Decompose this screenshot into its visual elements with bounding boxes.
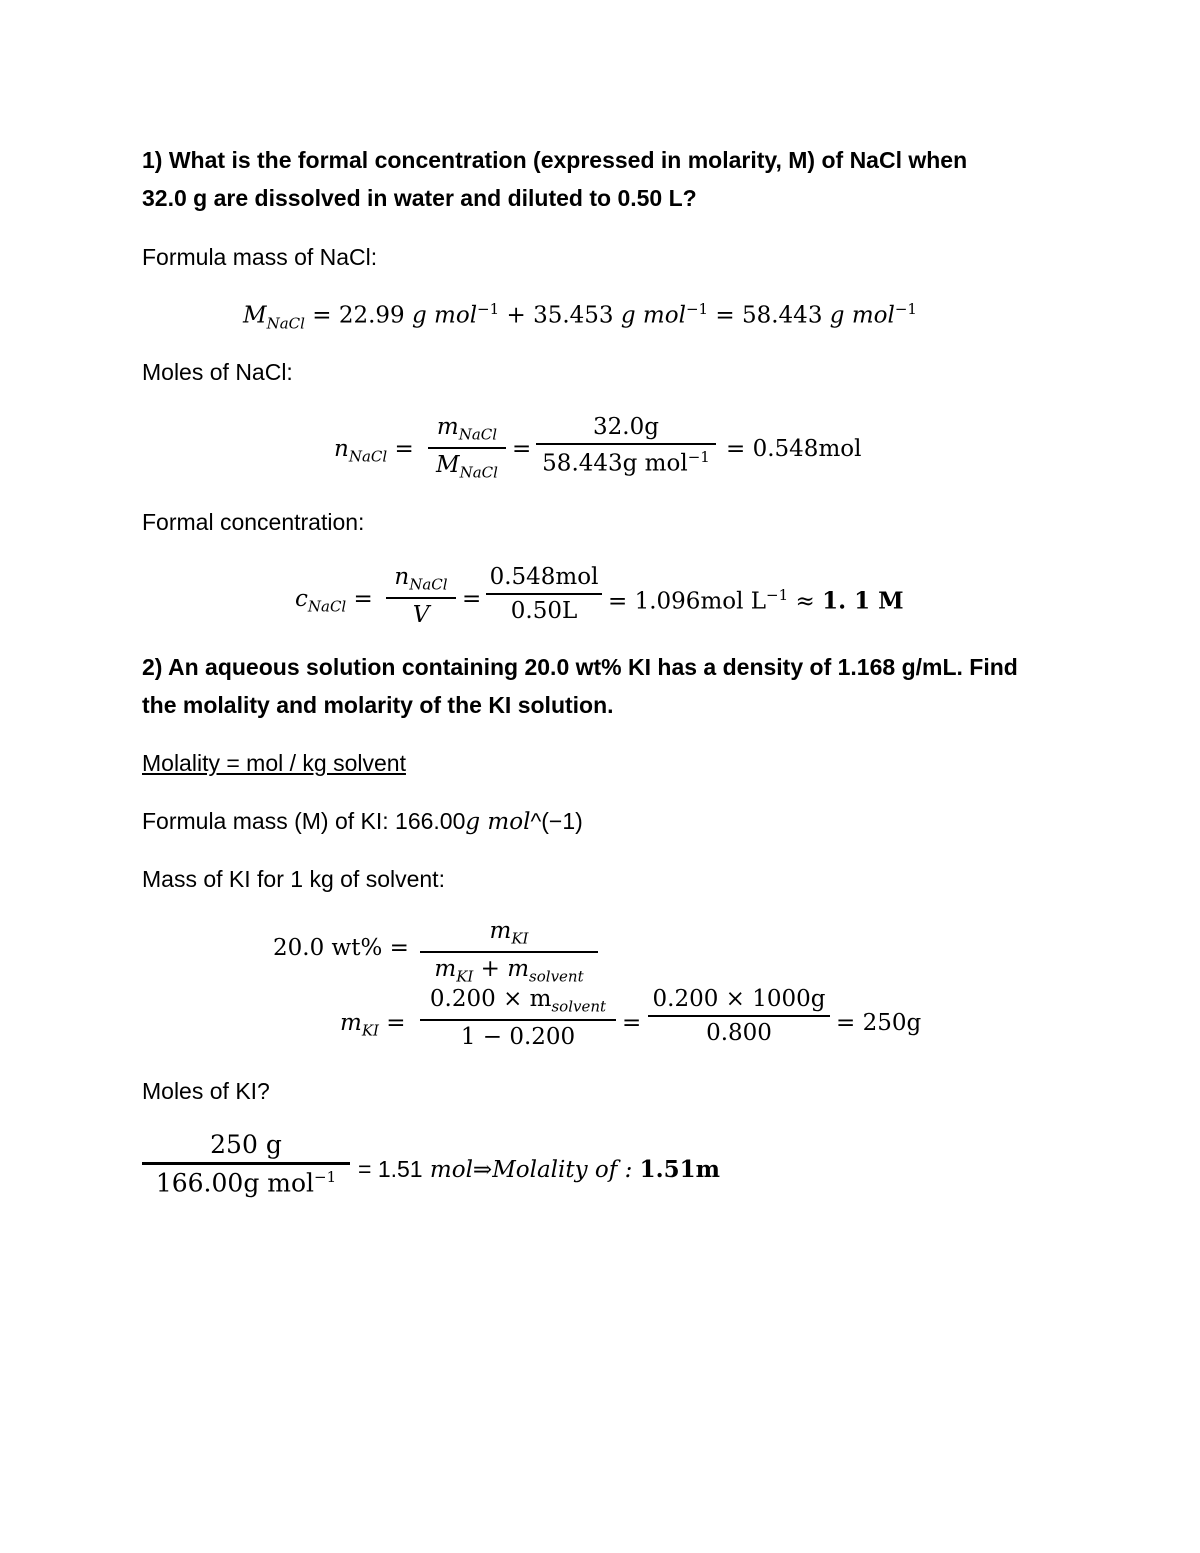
moles-fraction-1: $m_{NaCl}$ $M_{NaCl}$ (428, 414, 506, 481)
unit-g-2: g (620, 302, 636, 329)
question-2-line-1: 2) An aqueous solution containing 20.0 wt% KI has a density of 1.168 g/mL. Find (142, 654, 1018, 680)
fraction-bar (486, 593, 602, 595)
answer-2: 1.51m (639, 1156, 721, 1183)
question-1-line-1: 1) What is the formal concentration (expressed in molarity, M) of NaCl when (142, 147, 968, 173)
question-1 (142, 141, 967, 217)
molality-definition: Molality = mol / kg solvent (142, 750, 406, 776)
question-1-line-2: 32.0 g are dissolved in water and diluted to 0.50 L? (142, 185, 697, 211)
formula-mass-equation: $M_{NaCl} = 22.99$ g mol$^{-1}$ + 35.453 g mol$^{-1}$ = 58.443 g mol$^{-1}$ (243, 300, 917, 333)
question-2-line-2: the molality and molarity of the KI solution. (142, 692, 614, 718)
equals-sign: = (512, 436, 532, 462)
mass-ki-label: Mass of KI for 1 kg of solvent: (142, 866, 445, 892)
moles-lhs: $n_{NaCl}$ = (334, 436, 414, 466)
equals-sign: = (622, 1010, 642, 1036)
conc-fraction-1: $n_{NaCl}$ V (386, 564, 456, 628)
exp-3: −1 (894, 300, 917, 318)
mki-result: = 250g (836, 1010, 922, 1036)
conc-result: = 1.096mol $L^{-1} \approx 1$. 1 M (608, 586, 904, 615)
moles-label: Moles of NaCl: (142, 359, 293, 385)
answer-1: 1. 1 M (822, 587, 904, 615)
conc-lhs: $c_{NaCl}$ = (295, 586, 373, 616)
fraction-bar (428, 447, 506, 449)
wt-fraction: $m_{KI}$ $m_{KI} + m_{solvent}$ (420, 918, 598, 985)
unit-mol-3: mol (851, 302, 895, 329)
moles-ki-fraction: 250 g 166.00g mol$^{-1}$ (142, 1130, 350, 1197)
mki-fraction-2: 0.200 × 1000g 0.800 (648, 986, 830, 1046)
moles-fraction-2: 32.0g 58.443g mol$^{-1}$ (536, 414, 716, 477)
equals-sign: = (462, 586, 482, 612)
mki-lhs: $m_{KI}$ = (340, 1010, 406, 1040)
formal-concentration-label: Formal concentration: (142, 509, 365, 535)
unit-mol-2: mol (642, 302, 686, 329)
exp-2: −1 (685, 300, 709, 318)
fraction-bar (386, 597, 456, 599)
conc-fraction-2: 0.548mol 0.50L (486, 564, 602, 624)
fraction-bar (420, 951, 598, 953)
fraction-bar (648, 1015, 830, 1017)
wt-lhs: 20.0 wt% = (273, 935, 409, 961)
moles-ki-result: = 1.51 mol⇒Molality of : 1.51m (358, 1156, 721, 1183)
fraction-bar (420, 1019, 616, 1021)
formula-mass-label: Formula mass of NaCl: (142, 244, 378, 270)
moles-result: = 0.548mol (726, 436, 862, 462)
moles-ki-label: Moles of KI? (142, 1078, 270, 1104)
question-2 (142, 648, 1018, 724)
formula-mass-ki: Formula mass (M) of KI: 166.00g mol^(−1) (142, 808, 583, 835)
fraction-bar (536, 443, 716, 445)
mki-fraction-1: $0.200 \times m_{solvent}$ 1 − 0.200 (420, 986, 616, 1050)
unit-g-3: g (829, 302, 845, 329)
fraction-bar (142, 1162, 350, 1165)
